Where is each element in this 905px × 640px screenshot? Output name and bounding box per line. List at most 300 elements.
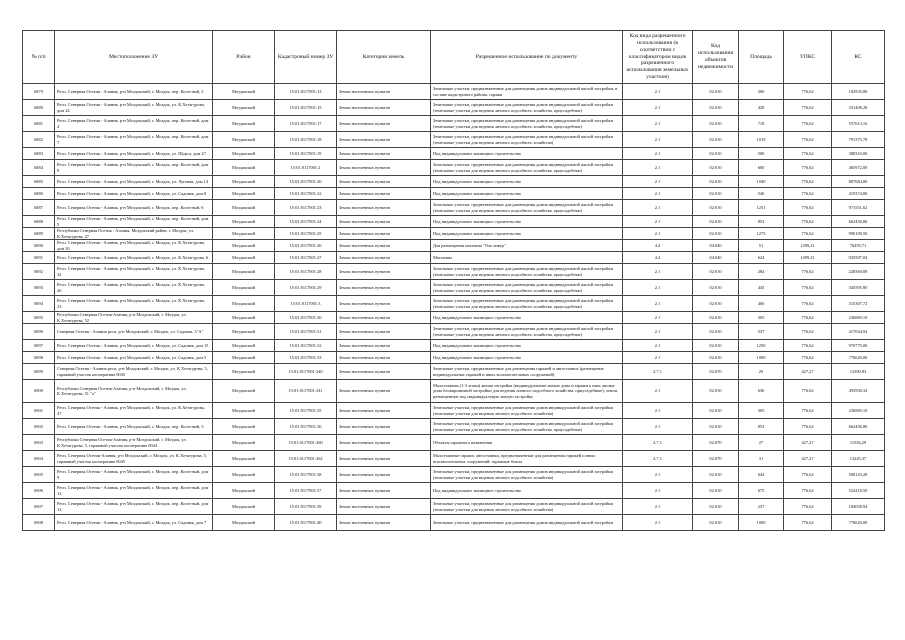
land-registry-table (22, 30, 885, 531)
cell-location: Респ. Северная Осетия - Алания, р-н Моздокский, г. Моздок, пер. Кооп-ный, 2 (55, 84, 213, 100)
cell-permitted-use: Земельные участки, предназначенные для размещения домов индивидуальной жилой застройки (земельные участки для ведения личного подсобного хозяйства) (431, 467, 623, 483)
cell-index: 6903 (23, 435, 55, 451)
cell-ks: 184058,94 (832, 499, 885, 515)
cell-index: 6908 (23, 515, 55, 531)
cell-permitted-use: Земельные участки, предназначенные для размещения домов индивидуальной жилой застройки (земельные участки для ведения личного подсобного хозяйства, приусадебные) (431, 200, 623, 216)
cell-location: Респ. Северная Осетия - Алания, р-н Моздокский, г. Моздок, ул. Садовая, дом 7 (55, 515, 213, 531)
cell-category: Земли населенных пунктов (337, 116, 431, 132)
cell-cadastral: 15:01:0117001:27 (275, 252, 337, 264)
cell-district: Моздокский (213, 499, 275, 515)
cell-district: Моздокский (213, 148, 275, 160)
cell-ks: 807684,80 (832, 176, 885, 188)
cell-ks: 417044,94 (832, 324, 885, 340)
cell-cadastral: 15:01:0117001:30 (275, 312, 337, 324)
cell-location: Респ. Северная Осетия - Алания, р-н Моздокский, г. Моздок, пер. Кооп-ный, дом 7 (55, 132, 213, 148)
table-row (23, 160, 885, 176)
cell-ks: 220560,08 (832, 264, 885, 280)
cell-index: 6885 (23, 176, 55, 188)
cell-category: Земли населенных пунктов (337, 228, 431, 240)
cell-permitted-use: Земельные участки, предназначенные для размещения домов индивидуальной жилой застройки (земельные участки для ведения личного подсобного хозяйства, приусадебные) (431, 116, 623, 132)
table-row (23, 176, 885, 188)
cell-category: Земли населенных пунктов (337, 435, 431, 451)
cell-cadastral: 15:01:0117001:31 (275, 324, 337, 340)
cell-district: Моздокский (213, 380, 275, 403)
table-row (23, 84, 885, 100)
cell-district: Моздокский (213, 296, 275, 312)
cell-category: Земли населенных пунктов (337, 176, 431, 188)
cell-location: Респ. Северная Осетия-Алания, р-н Моздокский, г. Моздок, ул. К.Хетагурова, 5, гаражный участок кооператива 0045 (55, 451, 213, 467)
header-cell-area: Площадь (739, 31, 784, 84)
cell-permitted-use: Земельные участки, предназначенные для размещения домов индивидуальной жилой застройки (431, 515, 623, 531)
cell-upks: 776,62 (784, 403, 832, 419)
cell-permitted-use: Земельные участки, предназначенные для размещения домов индивидуальной жилой застройки (земельные участки для ведения личного подсобного хозяйства, приусадебные) (431, 160, 623, 176)
cell-cadastral: 15:01:0117001:38 (275, 467, 337, 483)
table-row (23, 296, 885, 312)
cell-area: 305 (739, 312, 784, 324)
cell-ks: 662456,86 (832, 216, 885, 228)
cell-use-code: 2.1 (623, 515, 693, 531)
cell-area: 445 (739, 280, 784, 296)
cell-category: Земли населенных пунктов (337, 340, 431, 352)
table-row (23, 200, 885, 216)
cell-cadastral: 15:01:0117001:24 (275, 216, 337, 228)
cell-upks: 776,62 (784, 84, 832, 100)
cell-ks: 76459,71 (832, 240, 885, 252)
cell-object-code: 02:010 (693, 84, 739, 100)
table-row (23, 280, 885, 296)
cell-use-code: 2.1 (623, 116, 693, 132)
cell-district: Моздокский (213, 364, 275, 380)
cell-cadastral: 15:01:0117001:3 (275, 296, 337, 312)
cell-index: 6897 (23, 340, 55, 352)
table-row (23, 264, 885, 280)
cell-ks: 970775,00 (832, 340, 885, 352)
cell-ks: 557613,16 (832, 116, 885, 132)
cell-index: 6880 (23, 100, 55, 116)
cell-category: Земли населенных пунктов (337, 148, 431, 160)
cell-use-code: 2.1 (623, 264, 693, 280)
table-row (23, 364, 885, 380)
cell-use-code: 2.1 (623, 380, 693, 403)
header-cell-permitted-use: Разрешенное использование по документу (431, 31, 623, 84)
cell-cadastral: 15:01:0117001:26 (275, 240, 337, 252)
cell-location: Респ. Северная Осетия - Алания, р-н Моздокский, г. Моздок, пер. Кооп-ный, 6 (55, 200, 213, 216)
cell-index: 6891 (23, 252, 55, 264)
cell-upks: 776,62 (784, 100, 832, 116)
cell-cadastral: 15:01:0117001:25 (275, 228, 337, 240)
cell-location: Респ. Северная Осетия - Алания, р-н Моздокский, г. Моздок, пер. Кооп-ный, 3 (55, 419, 213, 435)
cell-area: 540 (739, 188, 784, 200)
cell-area: 31 (739, 451, 784, 467)
header-cell-district: Район (213, 31, 275, 84)
cell-cadastral: 15:01:0117001:13 (275, 84, 337, 100)
cell-category: Земли населенных пунктов (337, 324, 431, 340)
table-row (23, 451, 885, 467)
cell-cadastral: 15:01:0117001:15 (275, 100, 337, 116)
cell-index: 6882 (23, 132, 55, 148)
cell-index: 6879 (23, 84, 55, 100)
cell-category: Земли населенных пунктов (337, 467, 431, 483)
cell-area: 537 (739, 324, 784, 340)
cell-district: Моздокский (213, 419, 275, 435)
cell-cadastral: 15:01:0117001:40 (275, 515, 337, 531)
cell-location: Респ. Северная Осетия - Алания, р-н Моздокский, г. Моздок, ул. К.Хетагурова, 23 (55, 296, 213, 312)
cell-area: 29 (739, 364, 784, 380)
cell-index: 6905 (23, 467, 55, 483)
cell-upks: 776,62 (784, 340, 832, 352)
cell-district: Моздокский (213, 451, 275, 467)
cell-location: Респ. Северная Осетия - Алания, р-н Моздокский, г. Моздок, ул. К.Хетагурова, 32 (55, 264, 213, 280)
cell-use-code: 4.4 (623, 252, 693, 264)
cell-use-code: 2.1 (623, 296, 693, 312)
cell-district: Моздокский (213, 403, 275, 419)
cell-location: Респ. Северная Осетия - Алания, р-н Моздокский, г. Моздок, ул. К.Хетагурова, 26 (55, 280, 213, 296)
cell-cadastral: 15:01:0117001:18 (275, 132, 337, 148)
cell-area: 1019 (739, 132, 784, 148)
cell-district: Моздокский (213, 515, 275, 531)
header-cell-cadastral: Кадастровый номер ЗУ (275, 31, 337, 84)
cell-ks: 791375,78 (832, 132, 885, 148)
cell-location: Респ. Северная Осетия - Алания, р-н Моздокский, г. Моздок, ул. Луговая, дом 14 (55, 176, 213, 188)
cell-category: Земли населенных пунктов (337, 515, 431, 531)
cell-object-code: 02:010 (693, 148, 739, 160)
cell-category: Земли населенных пунктов (337, 403, 431, 419)
cell-upks: 776,62 (784, 228, 832, 240)
cell-area: 644 (739, 467, 784, 483)
cell-ks: 500143,28 (832, 467, 885, 483)
cell-object-code: 02:010 (693, 467, 739, 483)
cell-location: Респ. Северная Осетия - Алания, р-н Моздокский, г. Моздок, пер. Кооп-ный, дом 12 (55, 499, 213, 515)
cell-index: 6898 (23, 352, 55, 364)
cell-category: Земли населенных пунктов (337, 499, 431, 515)
cell-area: 428 (739, 100, 784, 116)
cell-index: 6892 (23, 264, 55, 280)
cell-upks: 776,62 (784, 380, 832, 403)
cell-object-code: 02:070 (693, 451, 739, 467)
cell-permitted-use: Магазины (431, 252, 623, 264)
cell-index: 6899 (23, 364, 55, 380)
cell-upks: 776,62 (784, 200, 832, 216)
cell-upks: 776,62 (784, 176, 832, 188)
cell-category: Земли населенных пунктов (337, 252, 431, 264)
cell-object-code: 02:010 (693, 200, 739, 216)
cell-area: 718 (739, 116, 784, 132)
cell-category: Земли населенных пунктов (337, 240, 431, 252)
cell-object-code: 02:010 (693, 515, 739, 531)
cell-cadastral: 15:01:0117001:32 (275, 340, 337, 352)
cell-permitted-use: Земельные участки, предназначенные для размещения гаражей и автостоянок (размещение индивидуальных гаражей и иных вспомогательных сооружений) (431, 364, 623, 380)
cell-use-code: 2.1 (623, 403, 693, 419)
cell-permitted-use: Земельные участки, предназначенные для размещения домов индивидуальной жилой застройки, в составе кадастрового района, гаражи (431, 84, 623, 100)
cell-location: Северная Осетия - Алания респ, р-н Моздокский, г. Моздок, ул. Садовая, 3"А" (55, 324, 213, 340)
cell-object-code: 02:070 (693, 435, 739, 451)
cell-object-code: 02:010 (693, 176, 739, 188)
cell-location: Респ. Северная Осетия - Алания, р-н Моздокский, г. Моздок, ул. К.Хетагурова, 47 (55, 403, 213, 419)
cell-location: Республика Северная Осетия - Алания, Моздокский район, г. Моздок, ул. К.Хетагурова, 27 (55, 228, 213, 240)
cell-ks: 524218,50 (832, 483, 885, 499)
cell-category: Земли населенных пунктов (337, 132, 431, 148)
cell-upks: 776,62 (784, 280, 832, 296)
table-row (23, 132, 885, 148)
cell-use-code: 2.7.1 (623, 451, 693, 467)
cell-area: 51 (739, 240, 784, 252)
header-cell-use-code: Код вида разрешенного использования (в соответствии с классификатором видов разрешенного использования земельных участков) (623, 31, 693, 84)
table-row (23, 148, 885, 160)
cell-use-code: 2.1 (623, 483, 693, 499)
cell-object-code: 02:010 (693, 312, 739, 324)
cell-object-code: 02:010 (693, 483, 739, 499)
cell-district: Моздокский (213, 216, 275, 228)
cell-use-code: 2.7.1 (623, 435, 693, 451)
cell-permitted-use: Малоэтажная (1-3 этажа) жилая застройка (индивидуальные жилые дома и гаражи к ним; жилые дома блокированной застройки для ведения личного подсобного хозяйства, приусадебные); земли, размещенные под индивидуальную жилую застройку (431, 380, 623, 403)
cell-area: 1275 (739, 228, 784, 240)
cell-object-code: 02:010 (693, 228, 739, 240)
cell-ks: 331408,28 (832, 100, 885, 116)
table-row (23, 116, 885, 132)
cell-category: Земли населенных пунктов (337, 419, 431, 435)
cell-area: 636 (739, 380, 784, 403)
cell-cadastral: 15:01:0117001:28 (275, 264, 337, 280)
cell-area: 1251 (739, 200, 784, 216)
cell-cadastral: 15:01:0117001:17 (275, 116, 337, 132)
cell-upks: 776,62 (784, 499, 832, 515)
cell-location: Респ. Северная Осетия - Алания, р-н Моздокский, г. Моздок, пер. Кооп-ный, дом 4 (55, 116, 213, 132)
cell-use-code: 2.1 (623, 160, 693, 176)
cell-permitted-use: Земельные участки, предназначенные для размещения домов индивидуальной жилой застройки (земельные участки для ведения личного подсобного хозяйства) (431, 499, 623, 515)
cell-ks: 776620,00 (832, 515, 885, 531)
cell-index: 6896 (23, 324, 55, 340)
cell-permitted-use: Земельные участки, предназначенные для размещения домов индивидуальной жилой застройки (земельные участки для ведения личного подсобного хозяйства, приусадебные) (431, 280, 623, 296)
header-cell-ks: КС (832, 31, 885, 84)
cell-use-code: 2.1 (623, 176, 693, 188)
cell-object-code: 02:010 (693, 280, 739, 296)
cell-district: Моздокский (213, 240, 275, 252)
cell-category: Земли населенных пунктов (337, 380, 431, 403)
cell-area: 600 (739, 160, 784, 176)
cell-use-code: 2.1 (623, 100, 693, 116)
cell-index: 6881 (23, 116, 55, 132)
table-row (23, 352, 885, 364)
cell-use-code: 2.1 (623, 188, 693, 200)
document-page (22, 30, 884, 531)
cell-object-code: 02:010 (693, 132, 739, 148)
cell-use-code: 2.1 (623, 132, 693, 148)
cell-cadastral: 15:01:0117001:20 (275, 176, 337, 188)
cell-cadastral: 15:01:0117001:360 (275, 435, 337, 451)
cell-permitted-use: Объекты гаражного назначения (431, 435, 623, 451)
cell-category: Земли населенных пунктов (337, 352, 431, 364)
cell-district: Моздокский (213, 324, 275, 340)
cell-upks: 776,62 (784, 324, 832, 340)
cell-area: 27 (739, 435, 784, 451)
cell-district: Моздокский (213, 252, 275, 264)
cell-use-code: 4.4 (623, 240, 693, 252)
cell-cadastral: 15:01:0117001:37 (275, 483, 337, 499)
cell-permitted-use: Под индивидуальное жилищное строительство (431, 312, 623, 324)
cell-area: 1250 (739, 340, 784, 352)
cell-category: Земли населенных пунктов (337, 296, 431, 312)
header-cell-object-code: Код использования объектов недвижимости (693, 31, 739, 84)
cell-upks: 776,62 (784, 515, 832, 531)
cell-object-code: 04:040 (693, 240, 739, 252)
cell-district: Моздокский (213, 228, 275, 240)
cell-use-code: 2.1 (623, 340, 693, 352)
cell-category: Земли населенных пунктов (337, 280, 431, 296)
table-row (23, 324, 885, 340)
table-header (23, 31, 885, 84)
cell-district: Моздокский (213, 200, 275, 216)
cell-location: Северная Осетия - Алания респ, р-н Моздокский, г. Моздок, ул. К.Хетагурова, 5, гаражный участок кооператива 0045 (55, 364, 213, 380)
cell-area: 853 (739, 216, 784, 228)
cell-upks: 776,62 (784, 188, 832, 200)
cell-district: Моздокский (213, 467, 275, 483)
cell-location: Респ. Северная Осетия - Алания, р-н Моздокский, г. Моздок, ул. Садовая, дом 5 (55, 352, 213, 364)
cell-ks: 971551,62 (832, 200, 885, 216)
cell-index: 6900 (23, 380, 55, 403)
table-row (23, 483, 885, 499)
cell-cadastral: 15:01:0117001:19 (275, 148, 337, 160)
cell-category: Земли населенных пунктов (337, 188, 431, 200)
table-row (23, 435, 885, 451)
cell-object-code: 02:010 (693, 499, 739, 515)
cell-ks: 13245,37 (832, 451, 885, 467)
cell-location: Республика Северная Осетия-Алания, р-н Моздокский, г. Моздок, ул. К.Хетагурова, 51 "а" (55, 380, 213, 403)
cell-use-code: 2.1 (623, 352, 693, 364)
cell-location: Респ. Северная Осетия - Алания, р-н Моздокский, г. Моздок, ул. К.Хетагурова, дом 24 (55, 100, 213, 116)
table-row (23, 403, 885, 419)
cell-object-code: 02:010 (693, 352, 739, 364)
cell-district: Моздокский (213, 116, 275, 132)
cell-object-code: 02:010 (693, 216, 739, 228)
cell-permitted-use: Земельные участки, предназначенные для размещения домов индивидуальной жилой застройки (земельные участки для ведения личного подсобного хозяйства) (431, 403, 623, 419)
cell-permitted-use: Малоэтажные гаражи, автостоянки, предназначенные для размещения гаражей и иных вспомогательных сооружений; гаражные боксы (431, 451, 623, 467)
cell-district: Моздокский (213, 483, 275, 499)
cell-index: 6894 (23, 296, 55, 312)
cell-index: 6907 (23, 499, 55, 515)
cell-object-code: 02:010 (693, 403, 739, 419)
cell-cadastral: 15:01:0117001:29 (275, 280, 337, 296)
cell-use-code: 2.7.1 (623, 364, 693, 380)
cell-use-code: 2.1 (623, 499, 693, 515)
cell-ks: 493930,32 (832, 380, 885, 403)
cell-upks: 776,62 (784, 419, 832, 435)
cell-cadastral: 15:01:0117001:2 (275, 160, 337, 176)
header-row (23, 31, 885, 84)
cell-use-code: 2.1 (623, 200, 693, 216)
table-row (23, 515, 885, 531)
cell-object-code: 02:010 (693, 264, 739, 280)
cell-location: Респ. Северная Осетия - Алания, р-н Моздокский, г. Моздок, пер. Кооп-ный, дом 9 (55, 467, 213, 483)
cell-cadastral: 15:01:0117001:22 (275, 188, 337, 200)
cell-area: 305 (739, 403, 784, 419)
cell-index: 6883 (23, 148, 55, 160)
cell-upks: 1499,21 (784, 252, 832, 264)
cell-category: Земли населенных пунктов (337, 160, 431, 176)
cell-cadastral: 15:01:0117001:362 (275, 451, 337, 467)
cell-upks: 776,62 (784, 116, 832, 132)
cell-ks: 315307,72 (832, 296, 885, 312)
cell-location: Респ. Северная Осетия - Алания, р-н Моздокский, г. Моздок, ул. К.Хетагурова, дом 30 (55, 240, 213, 252)
cell-cadastral: 15:01:0117001:39 (275, 499, 337, 515)
cell-cadastral: 15:01:0117001:23 (275, 200, 337, 216)
cell-permitted-use: Земельные участки, предназначенные для размещения домов индивидуальной жилой застройки (земельные участки для ведения личного подсобного хозяйства, приусадебные) (431, 296, 623, 312)
cell-index: 6887 (23, 200, 55, 216)
cell-location: Респ. Северная Осетия - Алания, р-н Моздокский, г. Моздок, ул. К.Хетагурова, 6 (55, 252, 213, 264)
cell-ks: 388310,00 (832, 148, 885, 160)
cell-upks: 776,62 (784, 312, 832, 324)
cell-ks: 776620,00 (832, 352, 885, 364)
cell-use-code: 2.1 (623, 419, 693, 435)
table-row (23, 419, 885, 435)
cell-area: 675 (739, 483, 784, 499)
cell-upks: 776,62 (784, 160, 832, 176)
cell-use-code: 2.1 (623, 280, 693, 296)
cell-use-code: 2.1 (623, 84, 693, 100)
table-row (23, 188, 885, 200)
cell-permitted-use: Земельные участки, предназначенные для размещения домов индивидуальной жилой застройки (земельные участки для ведения личного подсобного хозяйства, приусадебные) (431, 264, 623, 280)
cell-permitted-use: Для размещения магазина "Оле ликер" (431, 240, 623, 252)
cell-object-code: 02:010 (693, 160, 739, 176)
cell-ks: 12390,83 (832, 364, 885, 380)
table-row (23, 252, 885, 264)
cell-object-code: 02:010 (693, 419, 739, 435)
cell-district: Моздокский (213, 312, 275, 324)
cell-upks: 427,27 (784, 364, 832, 380)
cell-category: Земли населенных пунктов (337, 84, 431, 100)
cell-district: Моздокский (213, 100, 275, 116)
cell-permitted-use: Земельные участки, предназначенные для размещения домов индивидуальной жилой застройки (земельные участки для ведения личного подсобного хозяйства, приусадебные) (431, 324, 623, 340)
cell-index: 6884 (23, 160, 55, 176)
table-row (23, 216, 885, 228)
cell-upks: 776,62 (784, 467, 832, 483)
cell-location: Респ. Северная Осетия - Алания, р-н Моздокский, г. Моздок, ул. Садовая, дом 8 (55, 188, 213, 200)
cell-ks: 990190,50 (832, 228, 885, 240)
cell-category: Земли населенных пунктов (337, 451, 431, 467)
cell-object-code: 02:010 (693, 296, 739, 312)
cell-upks: 776,62 (784, 296, 832, 312)
cell-index: 6886 (23, 188, 55, 200)
cell-permitted-use: Земельные участки, предназначенные для размещения домов индивидуальной жилой застройки (земельные участки для ведения личного подсобного хозяйства, приусадебные) (431, 100, 623, 116)
cell-permitted-use: Под индивидуальное жилищное строительство (431, 188, 623, 200)
cell-category: Земли населенных пунктов (337, 483, 431, 499)
cell-ks: 236869,10 (832, 312, 885, 324)
cell-ks: 182935,86 (832, 84, 885, 100)
table-row (23, 380, 885, 403)
cell-index: 6890 (23, 240, 55, 252)
cell-ks: 465972,00 (832, 160, 885, 176)
table-row (23, 228, 885, 240)
cell-upks: 427,27 (784, 451, 832, 467)
cell-ks: 662456,86 (832, 419, 885, 435)
cell-district: Моздокский (213, 264, 275, 280)
table-row (23, 312, 885, 324)
cell-district: Моздокский (213, 280, 275, 296)
cell-permitted-use: Под индивидуальное жилищное строительство (431, 352, 623, 364)
cell-upks: 1499,21 (784, 240, 832, 252)
cell-category: Земли населенных пунктов (337, 364, 431, 380)
cell-index: 6889 (23, 228, 55, 240)
cell-area: 237 (739, 499, 784, 515)
cell-permitted-use: Под индивидуальное жилищное строительство (431, 340, 623, 352)
cell-area: 284 (739, 264, 784, 280)
cell-upks: 776,62 (784, 216, 832, 228)
cell-cadastral: 15:01:0117001:340 (275, 364, 337, 380)
cell-ks: 419374,80 (832, 188, 885, 200)
cell-object-code: 02:010 (693, 380, 739, 403)
table-row (23, 499, 885, 515)
cell-cadastral: 15:01:0117001:36 (275, 419, 337, 435)
cell-district: Моздокский (213, 160, 275, 176)
